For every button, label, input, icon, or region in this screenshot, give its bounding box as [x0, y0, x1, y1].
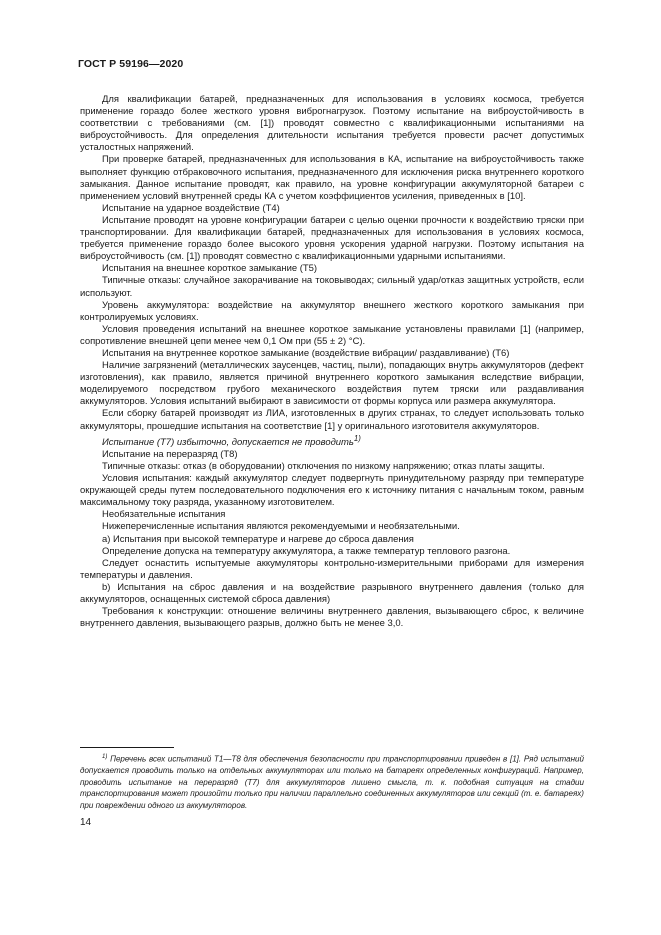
paragraph: Требования к конструкции: отношение величины внутреннего давления, вызывающего сброс, к величине внутреннего давления, вызывающего разрыв, должно быть не менее 3,0.	[80, 606, 584, 630]
paragraph: Условия проведения испытаний на внешнее короткое замыкание установлены правилами [1] (например, сопротивление внешней цепи менее чем 0,1 Ом при (55 ± 2) °С).	[80, 323, 584, 347]
footnote-reference: 1)	[353, 433, 361, 443]
section-heading: Необязательные испытания	[102, 509, 226, 521]
footnote-text: Перечень всех испытаний Т1—Т8 для обеспечения безопасности при транспортировании приведен в [1]. Ряд испытаний допускается проводить только на отдельных аккумуляторах или только на батареях определенных конфигураций. Например, проводить испытание на переразряд (Т7) для аккумуляторов лишено смысла, т. к. подобная ситуация на стадии транспортирования может произойти только при наличии параллельно соединенных аккумуляторов или секций (т. е. батареях) при повреждении одного из аккумуляторов.	[80, 754, 584, 811]
body-text	[80, 94, 584, 630]
paragraph: Определение допуска на температуру аккумулятора, а также температур теплового разгона.	[102, 545, 511, 557]
paragraph: Наличие загрязнений (металлических заусенцев, частиц, пыли), попадающих внутрь аккумуляторов (дефект изготовления), как правило, является причиной внутреннего короткого замыкания вследствие вибрации, моделируемого посредством грубого механического воздействия путем тряски или раздавливания аккумуляторов. Условия испытаний выбирают в зависимости от формы корпуса или размера аккумулятора.	[80, 360, 584, 408]
document-code-header: ГОСТ Р 59196—2020	[78, 58, 184, 70]
footnote-marker: 1)	[102, 754, 108, 760]
page-number: 14	[80, 817, 92, 828]
paragraph: Испытание проводят на уровне конфигурации батареи с целью оценки прочности к воздействию тряски при транспортировании. Для квалификации батарей, предназначенных для использования в условиях космоса, требуется применение гораздо более высокого уровня ускорения ударной нагрузки. Поэтому испытания на виброустойчивость (см. [1]) проводят совместно с квалификационными ударными испытаниями.	[80, 214, 584, 263]
paragraph: Следует оснастить испытуемые аккумуляторы контрольно-измерительными приборами для измерения температуры и давления.	[80, 557, 584, 581]
section-heading: Испытание на ударное воздействие (Т4)	[102, 202, 280, 214]
list-item: b) Испытания на сброс давления и на воздействие разрывного внутреннего давления (только для аккумуляторов, оснащенных системой сброса давления)	[80, 581, 584, 605]
paragraph: Для квалификации батарей, предназначенных для использования в условиях космоса, требуется применение гораздо более жесткого уровня виброгнагрузок. Поэтому испытание на виброустойчивость в соответствии с требованиями (см. [1]) проводят совместно с квалификационными испытаниями на виброустойчивость. Для определения длительности испытания требуется провести расчет допустимых усталостных напряжений.	[80, 94, 584, 154]
section-heading: Испытание на переразряд (Т8)	[102, 448, 238, 460]
paragraph: Типичные отказы: отказ (в оборудовании) отключения по низкому напряжению; отказ платы защиты.	[102, 460, 545, 472]
paragraph: Уровень аккумулятора: воздействие на аккумулятор внешнего жесткого короткого замыкания при контролируемых условиях.	[80, 299, 584, 323]
paragraph: Если сборку батарей производят из ЛИА, изготовленных в других странах, то следует использовать только аккумуляторы, прошедшие испытания на соответствие [1] у оригинального изготовителя аккумуляторов.	[80, 408, 584, 432]
section-heading: Испытания на внешнее короткое замыкание (Т5)	[102, 263, 318, 275]
footnote-separator	[80, 747, 174, 748]
italic-note	[80, 433, 584, 449]
section-heading: Испытания на внутреннее короткое замыкание (воздействие вибрации/ раздавливание) (Т6)	[102, 347, 510, 359]
paragraph: При проверке батарей, предназначенных для использования в КА, испытание на виброустойчивость также выполняет функцию отбраковочного испытания, предназначенного для исключения риска внутреннего короткого замыкания. Данное испытание проводят, как правило, на уровне конфигурации аккумуляторной батареи с применением условий внутренней среды КА с учетом коэффициентов усиления, приведенных в [10].	[80, 154, 584, 202]
paragraph: Нижеперечисленные испытания являются рекомендуемыми и необязательными.	[102, 521, 460, 533]
paragraph: Условия испытания: каждый аккумулятор следует подвергнуть принудительному разряду при температуре окружающей среды путем последовательного подключения его к источнику питания с начальным током, равным максимальному току разряда, указанному изготовителем.	[80, 473, 584, 509]
paragraph: Типичные отказы: случайное закорачивание на токовыводах; сильный удар/отказ защитных устройств, если используют.	[80, 275, 584, 299]
footnote	[80, 752, 584, 812]
list-item: а) Испытания при высокой температуре и нагреве до сброса давления	[102, 533, 414, 545]
italic-note-text: Испытание (Т7) избыточно, допускается не проводить	[102, 436, 354, 448]
